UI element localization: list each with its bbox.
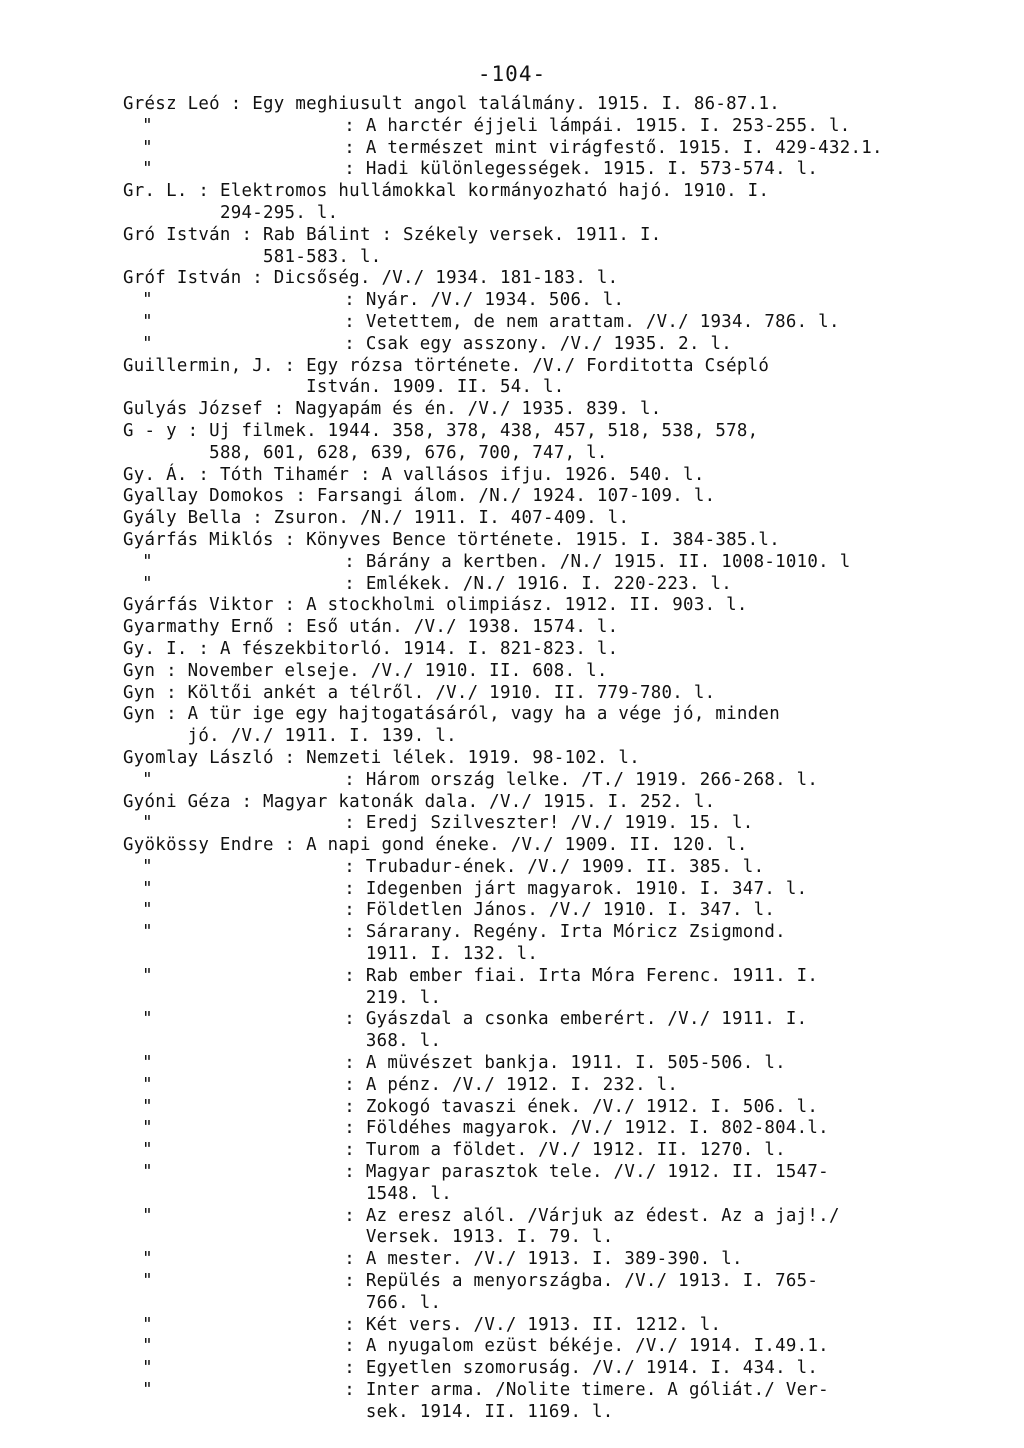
entry (123, 356, 993, 400)
entry-line: Idegenben járt magyarok. 1910. I. 347. l. (365, 878, 808, 899)
entry-line: Csak egy asszony. /V./ 1935. 2. l. (365, 333, 733, 354)
entry (123, 1097, 993, 1119)
ditto-mark: " (142, 311, 153, 332)
entry-author: Guillermin, J. (123, 355, 274, 376)
entry-separator: : (333, 573, 366, 594)
entry-line: Az eresz alól. /Várjuk az édest. Az a jaj!./ (365, 1205, 840, 1226)
entry-line: A harctér éjjeli lámpái. 1915. I. 253-255. l. (365, 115, 851, 136)
entry (123, 1271, 993, 1315)
entry-separator: : (333, 551, 366, 572)
entry (123, 508, 993, 530)
entry-title (366, 290, 624, 312)
entry-separator: : (273, 835, 307, 856)
entry (123, 312, 993, 334)
entry-separator: : (333, 115, 366, 136)
entry-title (366, 159, 818, 181)
entry-title (295, 399, 661, 421)
entry-title (263, 225, 662, 269)
ditto-mark: " (142, 1249, 153, 1270)
entry (123, 1380, 993, 1424)
entry-author: Gulyás József (123, 399, 264, 420)
entry-line: Egy meghiusult angol találmány. 1915. I. 86-87.1. (252, 94, 780, 114)
ditto-mark: " (142, 333, 153, 354)
entry-line: Zokogó tavaszi ének. /V./ 1912. I. 506. l. (365, 1096, 819, 1117)
entry-title (366, 770, 818, 792)
entry-line: Sárarany. Regény. Irta Móricz Zsigmond. (365, 922, 786, 943)
entry-separator: : (333, 1205, 366, 1226)
entry-author: Gróf István (123, 268, 242, 289)
entry (123, 792, 993, 814)
entry-line: Turom a földet. /V./ 1912. II. 1270. l. (365, 1140, 786, 1161)
entry (123, 268, 993, 290)
entry-author: Gr. L. (123, 181, 188, 202)
ditto-mark: " (142, 1140, 153, 1161)
entry (123, 1162, 993, 1206)
ditto-mark: " (142, 1162, 153, 1183)
entry-author: Gyarmathy Ernő (123, 617, 274, 638)
entry (123, 465, 993, 487)
ditto-mark: " (142, 1053, 153, 1074)
entry (123, 1249, 993, 1271)
entry-title (274, 508, 629, 530)
entry-title (306, 835, 748, 857)
entry (123, 116, 993, 138)
entry-title (366, 1315, 721, 1337)
entry-separator: : (333, 965, 366, 986)
entry-title (188, 704, 780, 748)
entry-author: Gyály Bella (123, 508, 242, 529)
entry-author: Gyallay Domokos (123, 486, 285, 507)
entry-separator: : (155, 682, 188, 703)
entry-line: Farsangi álom. /N./ 1924. 107-109. l. (316, 486, 716, 507)
entry-title (366, 574, 732, 596)
entry-separator: : (273, 747, 307, 768)
ditto-mark: " (142, 1358, 153, 1379)
entry-separator: : (333, 922, 366, 943)
entry-title (366, 312, 840, 334)
ditto-mark: " (142, 922, 153, 943)
entry-line: Nagyapám és én. /V./ 1935. 839. l. (295, 399, 662, 420)
entry-line: A tür ige egy hajtogatásáról, vagy ha a vége jó, minden (187, 704, 780, 725)
entry-line: Uj filmek. 1944. 358, 378, 438, 457, 518, 538, 578, (209, 420, 759, 441)
entry (123, 922, 993, 966)
entry-author: Gyn (123, 660, 156, 681)
entry-author: Gyn (123, 704, 156, 725)
entry-separator: : (333, 290, 366, 311)
entry (123, 290, 993, 312)
entry (123, 1315, 993, 1337)
entry (123, 552, 993, 574)
entry-separator: : (333, 1314, 366, 1335)
entry (123, 770, 993, 792)
entry-line: Bárány a kertben. /N./ 1915. II. 1008-1010. l (365, 551, 851, 572)
entry-title (263, 792, 715, 814)
entry-separator: : (333, 813, 366, 834)
entry (123, 94, 993, 116)
ditto-mark: " (142, 965, 153, 986)
entry-continuation-line: 1911. I. 132. l. (365, 944, 539, 965)
entry-title (366, 1336, 829, 1358)
entry-separator: : (333, 1271, 366, 1292)
entry (123, 421, 993, 465)
entry-title (366, 552, 851, 574)
entry-continuation-line: 1548. l. (365, 1183, 453, 1204)
entry-line: Dicsőség. /V./ 1934. 181-183. l. (273, 268, 619, 289)
entry (123, 661, 993, 683)
entry (123, 704, 993, 748)
entry (123, 159, 993, 181)
entry (123, 748, 993, 770)
entry (123, 1358, 993, 1380)
entry-line: Hadi különlegességek. 1915. I. 573-574. l. (365, 159, 819, 180)
entry-line: Zsuron. /N./ 1911. I. 407-409. l. (273, 508, 630, 529)
entry-separator: : (333, 900, 366, 921)
ditto-mark: " (142, 878, 153, 899)
ditto-mark: " (142, 1314, 153, 1335)
entry (123, 1206, 993, 1250)
entry-line: A mester. /V./ 1913. I. 389-390. l. (365, 1249, 743, 1270)
ditto-mark: " (142, 856, 153, 877)
entry-line: Földéhes magyarok. /V./ 1912. I. 802-804.l. (365, 1118, 829, 1139)
entry-line: Nyár. /V./ 1934. 506. l. (365, 290, 625, 311)
entry-continuation-line: 766. l. (365, 1292, 442, 1313)
entry-separator: : (333, 1380, 366, 1401)
ditto-mark: " (142, 1205, 153, 1226)
entry-line: Eredj Szilveszter! /V./ 1919. 15. l. (365, 813, 754, 834)
ditto-mark: " (142, 1271, 153, 1292)
entry-continuation-line: István. 1909. II. 54. l. (306, 377, 565, 398)
entry-line: A nyugalom ezüst békéje. /V./ 1914. I.49.1. (365, 1336, 829, 1357)
entry (123, 813, 993, 835)
entry-separator: : (333, 1009, 366, 1030)
entry-line: Két vers. /V./ 1913. II. 1212. l. (365, 1314, 722, 1335)
entry-title (366, 813, 754, 835)
entry-author: Gró István (123, 224, 231, 245)
entry-author: Gyóni Géza (123, 791, 231, 812)
entry (123, 1336, 993, 1358)
ditto-mark: " (142, 769, 153, 790)
entry-separator: : (333, 856, 366, 877)
entry (123, 1140, 993, 1162)
entry-line: A müvészet bankja. 1911. I. 505-506. l. (365, 1053, 786, 1074)
entry-separator: : (187, 464, 220, 485)
ditto-mark: " (142, 573, 153, 594)
entry-author: Gyn (123, 682, 156, 703)
entry-line: Gyászdal a csonka emberért. /V./ 1911. I. (365, 1009, 808, 1030)
entry-separator: : (187, 181, 220, 202)
entry-separator: : (333, 1336, 366, 1357)
entry-author: Gy. Á. (123, 464, 188, 485)
entry (123, 486, 993, 508)
entry-author: Gyárfás Miklós (123, 529, 274, 550)
entry-line: Három ország lelke. /T./ 1919. 266-268. l. (365, 769, 819, 790)
entry-line: Eső után. /V./ 1938. 1574. l. (306, 617, 619, 638)
ditto-mark: " (142, 159, 153, 180)
entry-title (366, 1206, 840, 1250)
entry-separator: : (176, 420, 210, 441)
entry-title (366, 1162, 829, 1206)
entry-separator: : (155, 704, 188, 725)
entry-title (366, 1271, 818, 1315)
entry-title (366, 966, 818, 1010)
entry-line: A pénz. /V./ 1912. I. 232. l. (365, 1074, 679, 1095)
entry-title (188, 683, 716, 705)
entry-separator: : (241, 508, 274, 529)
entry (123, 1053, 993, 1075)
entry-title (188, 661, 608, 683)
entry-title (220, 181, 769, 225)
entry-line: Rab ember fiai. Irta Móra Ferenc. 1911. I. (365, 965, 819, 986)
entry-title (252, 94, 780, 116)
entry-line: November elseje. /V./ 1910. II. 608. l. (187, 660, 608, 681)
entry (123, 399, 993, 421)
entry (123, 857, 993, 879)
entry-separator: : (230, 791, 264, 812)
entry (123, 225, 993, 269)
entry-separator: : (273, 529, 307, 550)
entry-author: Gyárfás Viktor (123, 595, 274, 616)
entry-author: Grész Leó (123, 94, 220, 114)
ditto-mark: " (142, 551, 153, 572)
entry-line: Trubadur-ének. /V./ 1909. II. 385. l. (365, 856, 765, 877)
entry-separator: : (333, 878, 366, 899)
entry-continuation-line: 581-583. l. (263, 246, 382, 267)
entry-author: Gyökössy Endre (123, 835, 274, 856)
entry-line: Inter arma. /Nolite timere. A góliát./ Ver- (365, 1380, 829, 1401)
entry-separator: : (333, 1249, 366, 1270)
entry (123, 574, 993, 596)
entry-title (366, 922, 786, 966)
entry-line: Rab Bálint : Székely versek. 1911. I. (263, 224, 662, 245)
entry (123, 900, 993, 922)
entry-separator: : (333, 1118, 366, 1139)
entry-line: Könyves Bence története. 1915. I. 384-385.l. (306, 529, 780, 550)
entry-separator: : (284, 486, 317, 507)
entry-separator: : (333, 159, 366, 180)
entry-title (306, 530, 780, 552)
entry-separator: : (333, 137, 366, 158)
entry-continuation-line: 368. l. (365, 1031, 442, 1052)
entry-title (366, 116, 851, 138)
entry-line: Magyar parasztok tele. /V./ 1912. II. 1547- (365, 1162, 829, 1183)
entry-title (209, 421, 758, 465)
entry-separator: : (230, 224, 264, 245)
entry (123, 334, 993, 356)
entry-title (366, 1380, 829, 1424)
entry (123, 530, 993, 552)
entry-separator: : (333, 1358, 366, 1379)
entry (123, 1075, 993, 1097)
entry-title (366, 1097, 818, 1119)
entry-separator: : (155, 660, 188, 681)
entry-separator: : (333, 1162, 366, 1183)
entry-line: Egyetlen szomoruság. /V./ 1914. I. 434. l. (365, 1358, 819, 1379)
entry-line: Egy rózsa története. /V./ Forditotta Csépló (306, 355, 770, 376)
ditto-mark: " (142, 1009, 153, 1030)
entry-separator: : (273, 617, 307, 638)
ditto-mark: " (142, 137, 153, 158)
ditto-mark: " (142, 1096, 153, 1117)
entry-separator: : (333, 311, 366, 332)
entry-title (366, 1053, 786, 1075)
entry-title (366, 1118, 829, 1140)
entry (123, 1118, 993, 1140)
entry (123, 181, 993, 225)
entry-separator: : (333, 1140, 366, 1161)
entry-title (306, 748, 640, 770)
entry-title (366, 334, 732, 356)
entry-title (366, 1075, 678, 1097)
entry (123, 835, 993, 857)
entry-line: Emlékek. /N./ 1916. I. 220-223. l. (365, 573, 733, 594)
entry (123, 617, 993, 639)
page-number: -104- (477, 62, 547, 86)
entry-title (306, 595, 748, 617)
entry-separator: : (241, 268, 274, 289)
entry-line: Nemzeti lélek. 1919. 98-102. l. (306, 747, 640, 768)
entry-line: A természet mint virágfestő. 1915. I. 429-432.1. (365, 137, 883, 158)
entry-line: Elektromos hullámokkal kormányozható hajó. 1910. I. (219, 181, 770, 202)
entry-author: G - y (123, 420, 177, 441)
entry-continuation-line: 219. l. (365, 987, 442, 1008)
entry-title (220, 639, 619, 661)
entry-title (306, 617, 618, 639)
entry-title (220, 465, 705, 487)
entry-continuation-line: 588, 601, 628, 639, 676, 700, 747, l. (209, 442, 608, 463)
ditto-mark: " (142, 290, 153, 311)
entry-title (366, 1140, 786, 1162)
entry-separator: : (333, 1096, 366, 1117)
entry-continuation-line: sek. 1914. II. 1169. l. (365, 1401, 614, 1422)
entry-line: A fészekbitorló. 1914. I. 821-823. l. (219, 638, 619, 659)
entry-separator: : (333, 769, 366, 790)
bibliography-entries (123, 94, 993, 1424)
entry-title (306, 356, 769, 400)
ditto-mark: " (142, 1074, 153, 1095)
entry-separator: : (187, 638, 220, 659)
entry-line: A napi gond éneke. /V./ 1909. II. 120. l. (306, 835, 748, 856)
ditto-mark: " (142, 1336, 153, 1357)
entry-separator: : (273, 355, 307, 376)
entry-separator: : (273, 595, 307, 616)
ditto-mark: " (142, 1380, 153, 1401)
entry-separator: : (263, 399, 296, 420)
entry-continuation-line: 294-295. l. (219, 202, 339, 223)
entry-title (366, 900, 775, 922)
entry-title (317, 486, 716, 508)
entry-separator: : (333, 333, 366, 354)
entry-title (366, 1009, 808, 1053)
entry-line: Földetlen János. /V./ 1910. I. 347. l. (365, 900, 776, 921)
entry-title (274, 268, 619, 290)
entry (123, 966, 993, 1010)
entry (123, 639, 993, 661)
entry-line: Költői ankét a télről. /V./ 1910. II. 779-780. l. (187, 682, 716, 703)
entry-title (366, 1358, 818, 1380)
entry-line: A stockholmi olimpiász. 1912. II. 903. l. (306, 595, 748, 616)
entry-line: Tóth Tihamér : A vallásos ifju. 1926. 540. l. (219, 464, 705, 485)
entry (123, 683, 993, 705)
entry-continuation-line: Versek. 1913. I. 79. l. (365, 1227, 614, 1248)
entry-line: Repülés a menyországba. /V./ 1913. I. 765- (365, 1271, 819, 1292)
entry (123, 1009, 993, 1053)
entry-line: Magyar katonák dala. /V./ 1915. I. 252. l. (263, 791, 716, 812)
entry-continuation-line: jó. /V./ 1911. I. 139. l. (187, 726, 457, 747)
entry-separator: : (333, 1074, 366, 1095)
entry (123, 595, 993, 617)
entry (123, 138, 993, 160)
entry-title (366, 879, 808, 901)
ditto-mark: " (142, 813, 153, 834)
entry-title (366, 1249, 743, 1271)
entry (123, 879, 993, 901)
entry-author: Gyomlay László (123, 747, 274, 768)
ditto-mark: " (142, 900, 153, 921)
entry-separator: : (333, 1053, 366, 1074)
entry-title (366, 857, 765, 879)
entry-line: Vetettem, de nem arattam. /V./ 1934. 786. l. (365, 311, 840, 332)
entry-author: Gy. I. (123, 638, 188, 659)
entry-separator: : (219, 94, 253, 114)
entry-title (366, 138, 883, 160)
ditto-mark: " (142, 115, 153, 136)
ditto-mark: " (142, 1118, 153, 1139)
